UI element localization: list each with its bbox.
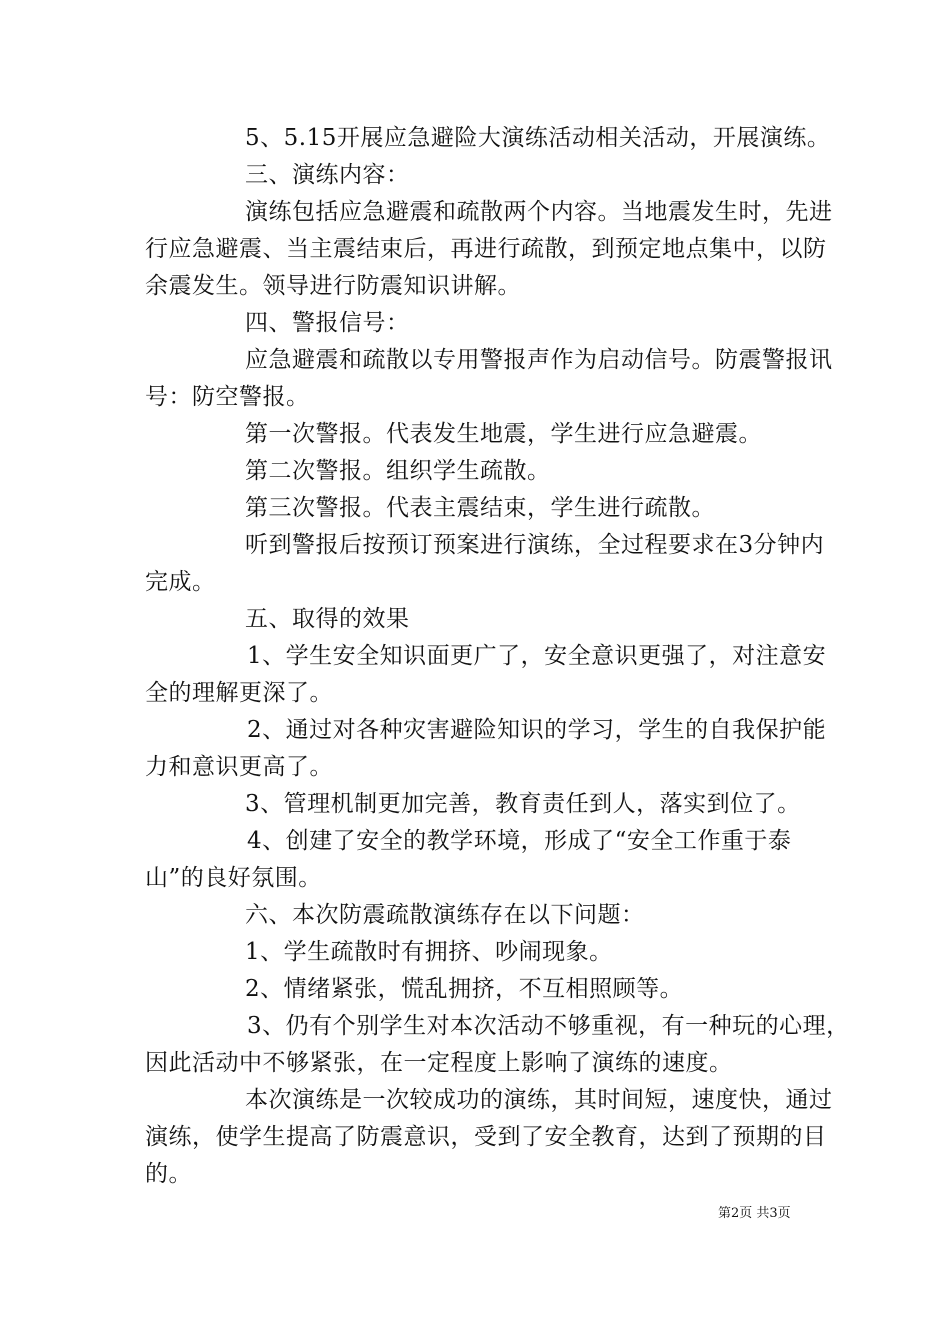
list-item: 3、仍有个别学生对本次活动不够重视，有一种玩的心理，: [247, 1013, 850, 1039]
text-line: 山”的良好氛围。: [145, 865, 322, 891]
section-heading: 五、取得的效果: [245, 606, 410, 632]
text-line: 听到警报后按预订预案进行演练，全过程要求在3分钟内: [245, 532, 825, 558]
list-item: 2、情绪紧张，慌乱拥挤，不互相照顾等。: [245, 976, 684, 1002]
section-heading: 四、警报信号：: [245, 310, 410, 336]
list-item: 1、学生安全知识面更广了，安全意识更强了，对注意安: [247, 643, 827, 669]
text-line: 第一次警报。代表发生地震，学生进行应急避震。: [245, 421, 762, 447]
text-line: 全的理解更深了。: [145, 680, 333, 706]
text-line: 力和意识更高了。: [145, 754, 333, 780]
text-line: 第二次警报。组织学生疏散。: [245, 458, 551, 484]
text-line: 余震发生。领导进行防震知识讲解。: [145, 273, 521, 299]
text-line: 5、5.15开展应急避险大演练活动相关活动，开展演练。: [245, 125, 831, 151]
text-line: 第三次警报。代表主震结束，学生进行疏散。: [245, 495, 715, 521]
text-line: 行应急避震、当主震结束后，再进行疏散，到预定地点集中，以防: [145, 236, 827, 262]
text-line: 应急避震和疏散以专用警报声作为启动信号。防震警报讯: [245, 347, 833, 373]
list-item: 1、学生疏散时有拥挤、吵闹现象。: [245, 939, 613, 965]
list-item: 4、创建了安全的教学环境，形成了“安全工作重于泰: [247, 828, 792, 854]
section-heading: 六、本次防震疏散演练存在以下问题：: [245, 902, 645, 928]
text-line: 演练包括应急避震和疏散两个内容。当地震发生时，先进: [245, 199, 833, 225]
section-heading: 三、演练内容：: [245, 162, 410, 188]
text-line: 本次演练是一次较成功的演练，其时间短，速度快，通过: [245, 1087, 833, 1113]
text-line: 的。: [145, 1161, 192, 1187]
text-line: 演练，使学生提高了防震意识，受到了安全教育，达到了预期的目: [145, 1124, 827, 1150]
text-line: 因此活动中不够紧张，在一定程度上影响了演练的速度。: [145, 1050, 733, 1076]
list-item: 2、通过对各种灾害避险知识的学习，学生的自我保护能: [247, 717, 827, 743]
text-line: 号：防空警报。: [145, 384, 310, 410]
list-item: 3、管理机制更加完善，教育责任到人，落实到位了。: [245, 791, 801, 817]
text-line: 完成。: [145, 569, 216, 595]
page-number: 第2页 共3页: [718, 1206, 791, 1221]
